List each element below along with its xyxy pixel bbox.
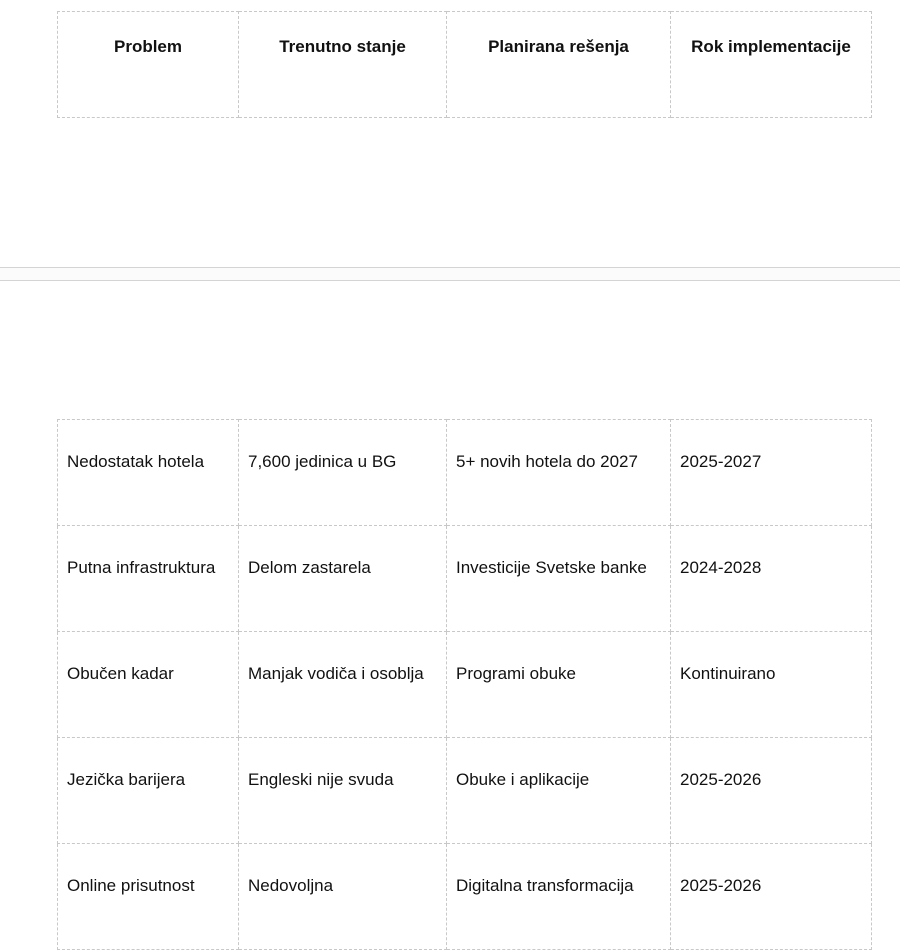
table-cell: 2025-2027 xyxy=(671,420,872,526)
page-break-band xyxy=(0,268,900,280)
table-cell: Kontinuirano xyxy=(671,632,872,738)
table-cell: Delom zastarela xyxy=(239,526,447,632)
table-cell: Nedovoljna xyxy=(239,844,447,950)
table-cell: Obučen kadar xyxy=(58,632,239,738)
table-cell: Programi obuke xyxy=(447,632,671,738)
table-cell: Digitalna transformacija xyxy=(447,844,671,950)
table-cell: Engleski nije svuda xyxy=(239,738,447,844)
table-cell: Nedostatak hotela xyxy=(58,420,239,526)
column-header-deadline: Rok implementacije xyxy=(671,12,872,118)
column-header-planned-solutions: Planirana rešenja xyxy=(447,12,671,118)
table-cell: Investicije Svetske banke xyxy=(447,526,671,632)
table-cell: Manjak vodiča i osoblja xyxy=(239,632,447,738)
column-header-current-state: Trenutno stanje xyxy=(239,12,447,118)
table-header xyxy=(57,11,872,118)
header-row xyxy=(58,12,872,118)
column-header-problem: Problem xyxy=(58,12,239,118)
table-row xyxy=(58,526,872,632)
table-row xyxy=(58,632,872,738)
table-cell: 2025-2026 xyxy=(671,738,872,844)
table-cell: Obuke i aplikacije xyxy=(447,738,671,844)
table-cell: Putna infrastruktura xyxy=(58,526,239,632)
table-cell: 7,600 jedinica u BG xyxy=(239,420,447,526)
table-cell: 2025-2026 xyxy=(671,844,872,950)
table-body xyxy=(57,419,872,950)
table-cell: Jezička barijera xyxy=(58,738,239,844)
table-cell: Online prisutnost xyxy=(58,844,239,950)
table-row xyxy=(58,738,872,844)
page-break-divider-bottom xyxy=(0,280,900,281)
table-row xyxy=(58,844,872,950)
table-cell: 5+ novih hotela do 2027 xyxy=(447,420,671,526)
table-cell: 2024-2028 xyxy=(671,526,872,632)
table-row xyxy=(58,420,872,526)
